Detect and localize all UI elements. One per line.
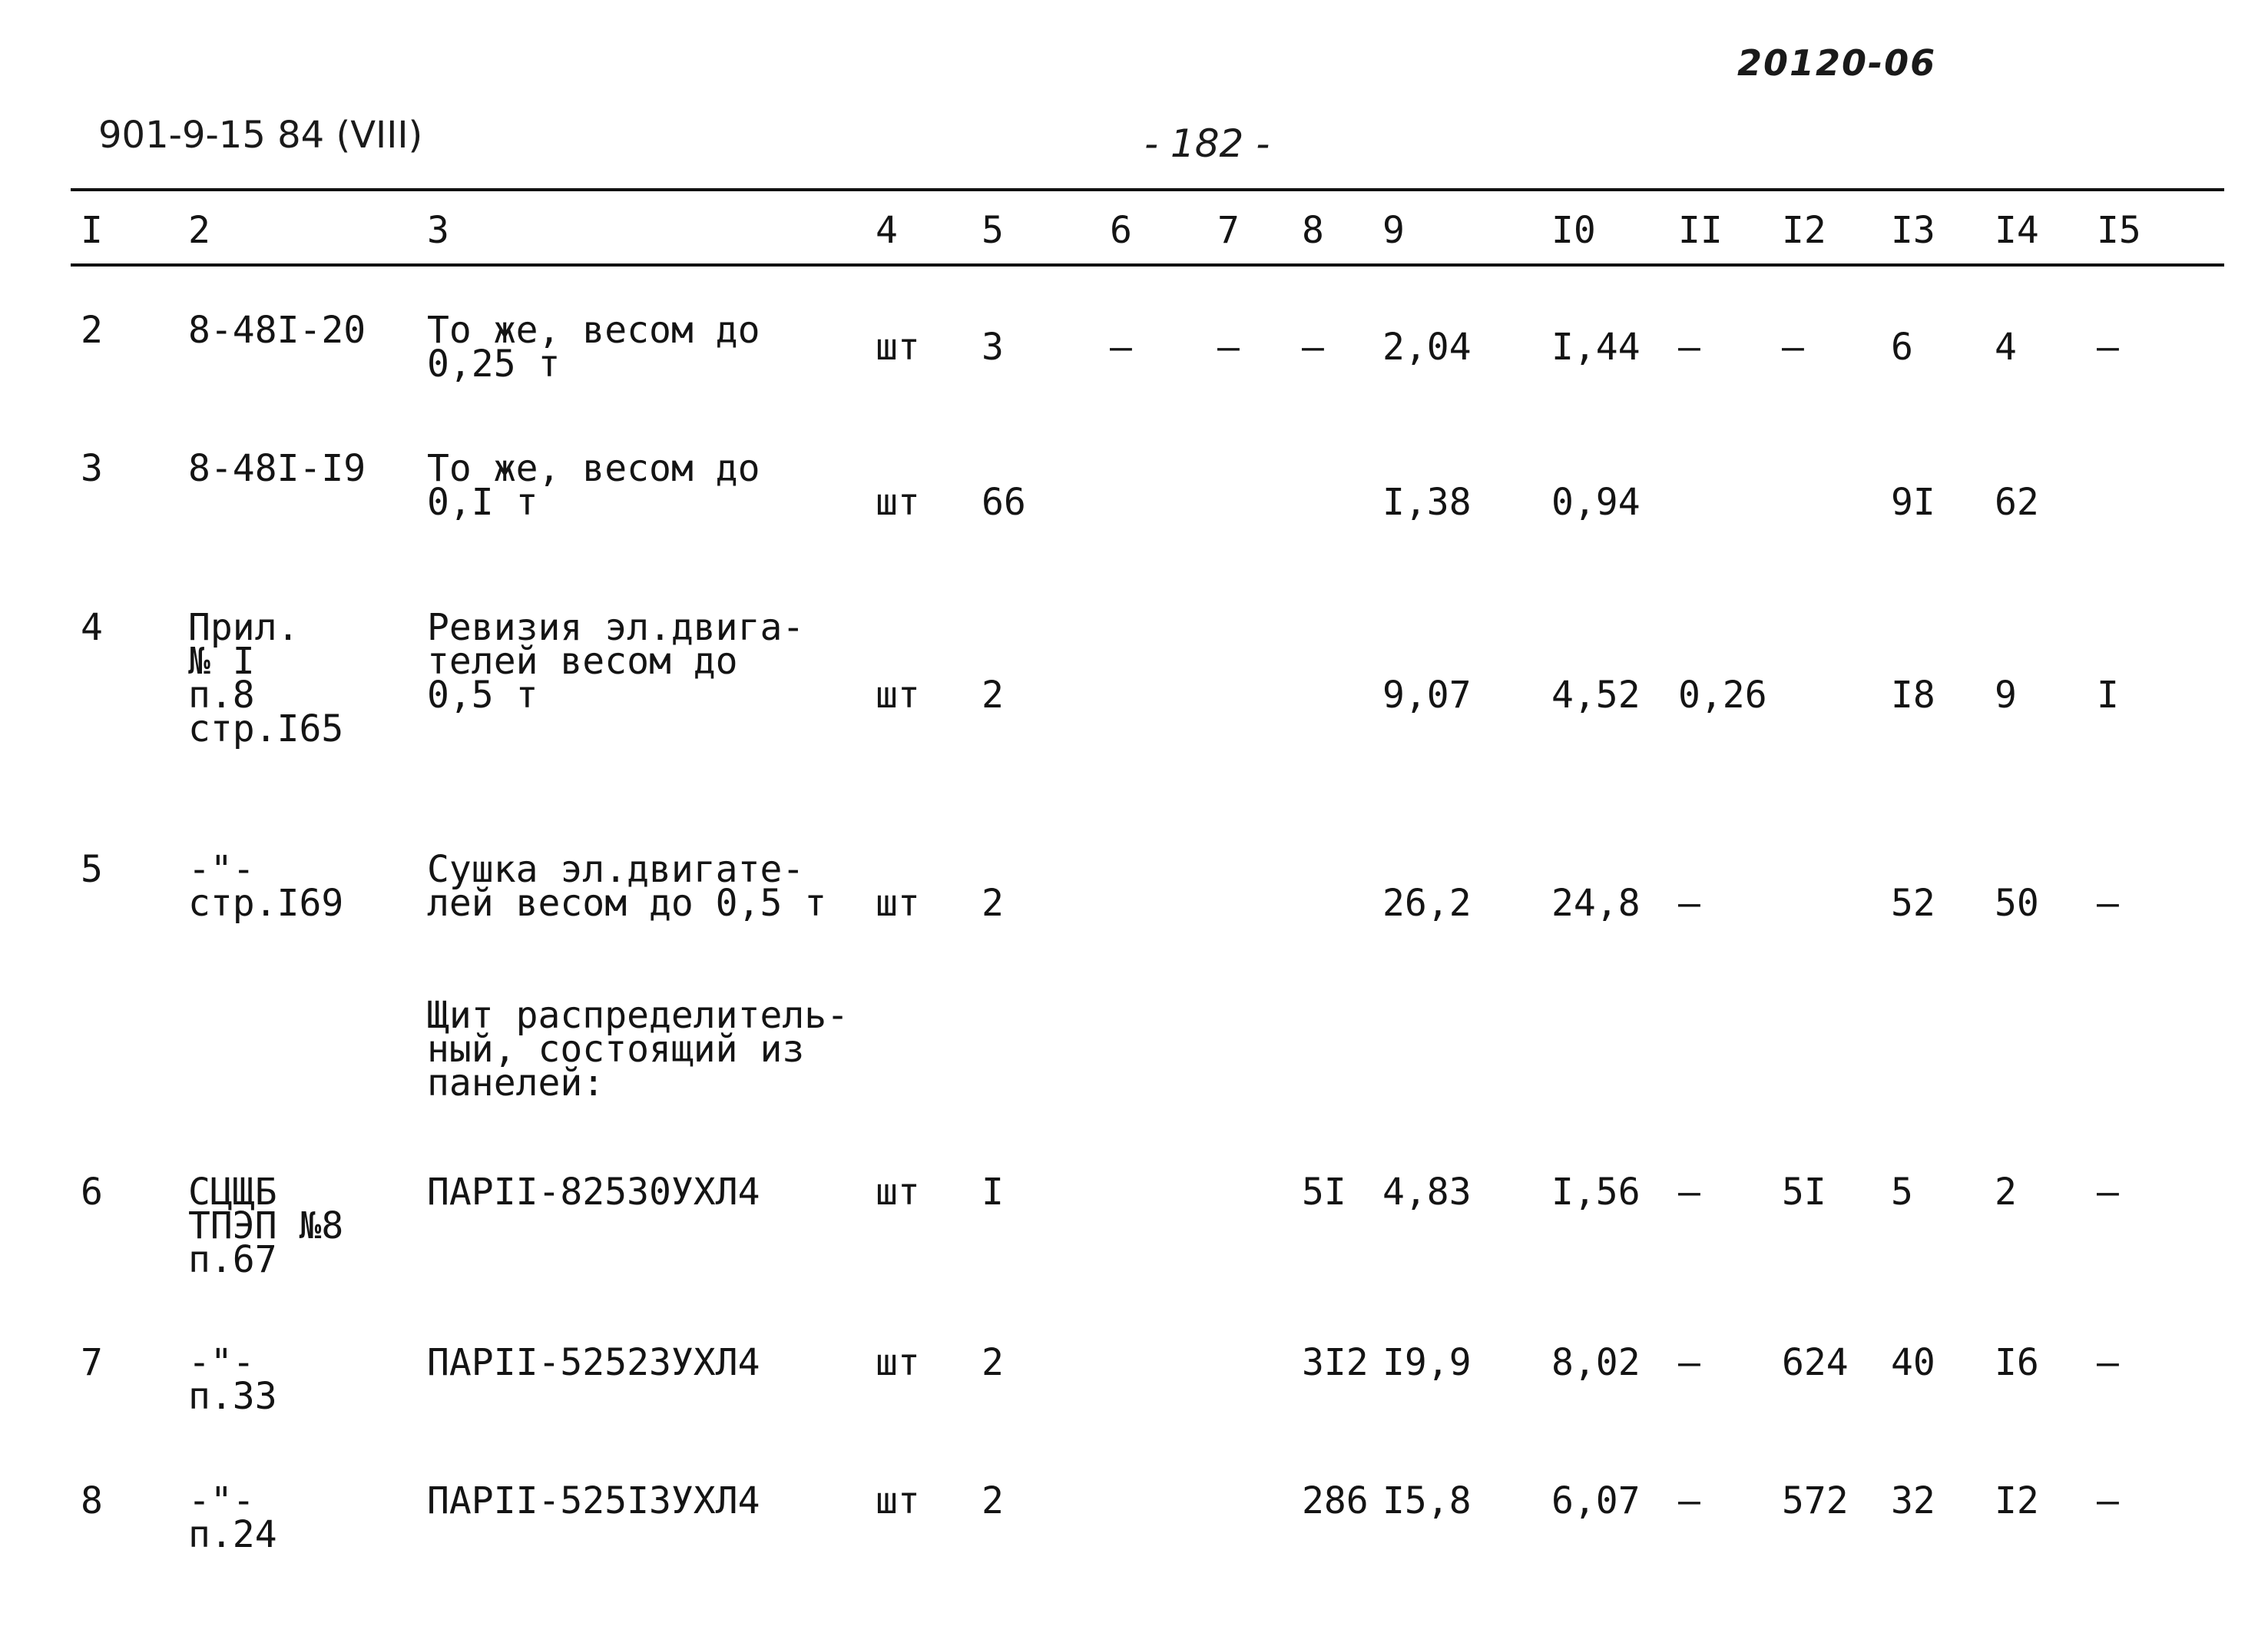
column-header-8: 8 — [1302, 209, 1324, 252]
cell-col-13: 9I — [1891, 481, 1935, 524]
cell-col-num: 4 — [81, 606, 103, 649]
cell-col-12: 572 — [1782, 1479, 1849, 1522]
cell-col-desc: Ревизия эл.двига- телей весом до 0,5 т — [427, 606, 805, 717]
cell-col-unit: шт — [876, 481, 920, 524]
cell-col-ref: -"- стр.I69 — [188, 848, 344, 925]
cell-col-11: – — [1678, 1341, 1700, 1384]
cell-col-12: – — [1782, 326, 1804, 369]
cell-col-11: – — [1678, 882, 1700, 925]
cell-col-ref: -"- п.24 — [188, 1479, 277, 1556]
cell-col-15: I — [2097, 674, 2119, 717]
cell-col-8: – — [1302, 326, 1324, 369]
cell-col-12: 5I — [1782, 1171, 1826, 1214]
cell-col-desc: ПАРII-52523УХЛ4 — [427, 1341, 760, 1384]
cell-col-qty: 2 — [982, 882, 1004, 925]
column-header-6: 6 — [1110, 209, 1132, 252]
cell-col-qty: 2 — [982, 674, 1004, 717]
cell-col-unit: шт — [876, 1479, 920, 1522]
cell-col-unit: шт — [876, 674, 920, 717]
cell-col-10: 24,8 — [1551, 882, 1641, 925]
column-header-1: I — [81, 209, 103, 252]
cell-col-ref: 8-48I-20 — [188, 309, 366, 352]
cell-col-10: 6,07 — [1551, 1479, 1641, 1522]
cell-col-7: – — [1217, 326, 1240, 369]
cell-col-14: 4 — [1995, 326, 2017, 369]
cell-col-14: I6 — [1995, 1341, 2039, 1384]
cell-col-9: 9,07 — [1382, 674, 1472, 717]
cell-col-14: 9 — [1995, 674, 2017, 717]
column-header-14: I4 — [1995, 209, 2039, 252]
table-top-rule — [71, 188, 2224, 191]
cell-col-ref: 8-48I-I9 — [188, 447, 366, 490]
cell-col-unit: шт — [876, 1341, 920, 1384]
cell-col-11: – — [1678, 326, 1700, 369]
cell-col-num: 7 — [81, 1341, 103, 1384]
cell-col-10: 4,52 — [1551, 674, 1641, 717]
cell-col-10: I,44 — [1551, 326, 1641, 369]
cell-col-14: 62 — [1995, 481, 2039, 524]
cell-col-11: 0,26 — [1678, 674, 1767, 717]
cell-col-qty: 3 — [982, 326, 1004, 369]
cell-col-8: 3I2 — [1302, 1341, 1369, 1384]
cell-col-qty: 2 — [982, 1341, 1004, 1384]
cell-col-14: I2 — [1995, 1479, 2039, 1522]
document-number: 20120-06 — [1737, 42, 1937, 84]
cell-col-12: 624 — [1782, 1341, 1849, 1384]
cell-col-9: 26,2 — [1382, 882, 1472, 925]
cell-col-qty: I — [982, 1171, 1004, 1214]
cell-col-13: I8 — [1891, 674, 1935, 717]
header-bottom-rule — [71, 263, 2224, 267]
cell-col-num: 5 — [81, 848, 103, 891]
column-header-13: I3 — [1891, 209, 1935, 252]
column-header-15: I5 — [2097, 209, 2141, 252]
cell-col-13: 5 — [1891, 1171, 1913, 1214]
cell-col-13: 52 — [1891, 882, 1935, 925]
cell-col-desc: Сушка эл.двигате- лей весом до 0,5 т — [427, 848, 827, 925]
cell-col-9: I9,9 — [1382, 1341, 1472, 1384]
column-header-12: I2 — [1782, 209, 1826, 252]
cell-col-desc: ПАРII-525I3УХЛ4 — [427, 1479, 760, 1522]
cell-col-8: 5I — [1302, 1171, 1346, 1214]
cell-col-desc: То же, весом до 0,25 т — [427, 309, 760, 386]
column-header-4: 4 — [876, 209, 898, 252]
series-code: 901-9-15 84 (VIII) — [98, 114, 423, 157]
column-header-9: 9 — [1382, 209, 1405, 252]
cell-col-unit: шт — [876, 326, 920, 369]
cell-col-13: 32 — [1891, 1479, 1935, 1522]
cell-col-ref: -"- п.33 — [188, 1341, 277, 1418]
cell-col-13: 6 — [1891, 326, 1913, 369]
cell-col-ref: Прил. № I п.8 стр.I65 — [188, 606, 344, 750]
cell-col-9: 2,04 — [1382, 326, 1472, 369]
cell-col-num: 6 — [81, 1171, 103, 1214]
cell-col-15: – — [2097, 326, 2119, 369]
column-header-11: II — [1678, 209, 1723, 252]
cell-col-13: 40 — [1891, 1341, 1935, 1384]
cell-col-9: I5,8 — [1382, 1479, 1472, 1522]
cell-col-desc: То же, весом до 0,I т — [427, 447, 760, 524]
cell-col-unit: шт — [876, 882, 920, 925]
cell-col-11: – — [1678, 1171, 1700, 1214]
cell-col-desc: ПАРII-82530УХЛ4 — [427, 1171, 760, 1214]
column-header-7: 7 — [1217, 209, 1240, 252]
page-number: - 182 - — [1144, 121, 1270, 166]
cell-col-9: I,38 — [1382, 481, 1472, 524]
cell-col-15: – — [2097, 882, 2119, 925]
cell-col-14: 2 — [1995, 1171, 2017, 1214]
column-header-10: I0 — [1551, 209, 1596, 252]
cell-col-15: – — [2097, 1341, 2119, 1384]
cell-col-10: 8,02 — [1551, 1341, 1641, 1384]
cell-col-11: – — [1678, 1479, 1700, 1522]
cell-col-9: 4,83 — [1382, 1171, 1472, 1214]
cell-col-ref: СЦЩБ ТПЭП №8 п.67 — [188, 1171, 344, 1281]
cell-col-15: – — [2097, 1479, 2119, 1522]
cell-col-8: 286 — [1302, 1479, 1369, 1522]
column-header-2: 2 — [188, 209, 210, 252]
cell-col-14: 50 — [1995, 882, 2039, 925]
cell-col-desc: Щит распределитель- ный, состоящий из панелей: — [427, 994, 849, 1105]
cell-col-num: 8 — [81, 1479, 103, 1522]
cell-col-qty: 66 — [982, 481, 1026, 524]
cell-col-num: 2 — [81, 309, 103, 352]
column-header-3: 3 — [427, 209, 449, 252]
cell-col-qty: 2 — [982, 1479, 1004, 1522]
cell-col-unit: шт — [876, 1171, 920, 1214]
column-header-5: 5 — [982, 209, 1004, 252]
cell-col-num: 3 — [81, 447, 103, 490]
cell-col-15: – — [2097, 1171, 2119, 1214]
cell-col-10: 0,94 — [1551, 481, 1641, 524]
cell-col-10: I,56 — [1551, 1171, 1641, 1214]
cell-col-6: – — [1110, 326, 1132, 369]
